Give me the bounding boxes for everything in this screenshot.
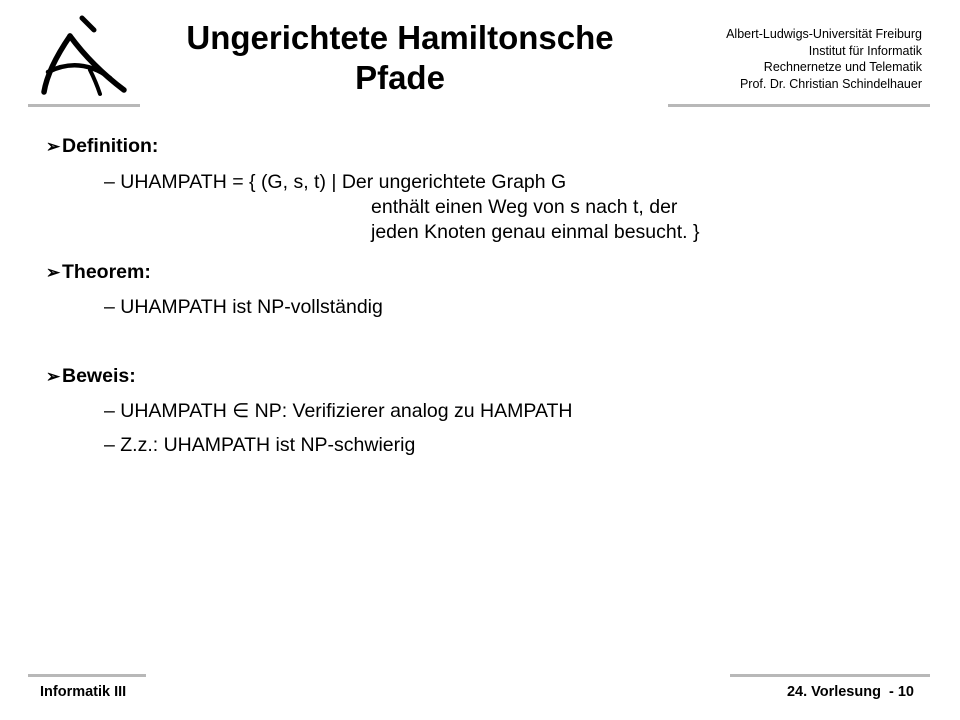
footer-rule-left — [28, 674, 146, 677]
definition-line-2: enthält einen Weg von s nach t, der — [371, 196, 678, 218]
affiliation-group: Rechnernetze und Telematik — [763, 60, 922, 74]
affiliation-university: Albert-Ludwigs-Universität Freiburg — [726, 27, 922, 41]
proof-line-1: – UHAMPATH ∈ NP: Verifizierer analog zu HAMPATH — [104, 400, 573, 422]
slide-title — [150, 18, 650, 98]
slide-title-line-2: Pfade — [355, 59, 445, 96]
bullet-arrow-icon: ➢ — [46, 367, 61, 386]
slide-title-line-1: Ungerichtete Hamiltonsche — [186, 19, 614, 56]
university-logo-icon — [30, 8, 140, 108]
affiliation-institute: Institut für Informatik — [808, 43, 922, 58]
bullet-arrow-icon: ➢ — [46, 137, 61, 156]
proof-line-2: – Z.z.: UHAMPATH ist NP-schwierig — [104, 434, 416, 456]
definition-heading-text: Definition: — [62, 135, 159, 157]
footer-course: Informatik III — [40, 684, 127, 700]
proof-heading-text: Beweis: — [62, 365, 136, 387]
definition-line-1: – UHAMPATH = { (G, s, t) | Der ungerichtete Graph G — [104, 171, 567, 193]
theorem-heading-text: Theorem: — [62, 261, 151, 283]
definition-heading — [46, 134, 158, 159]
header-rule-right — [668, 104, 930, 107]
theorem-heading — [46, 260, 151, 285]
affiliation-block — [726, 26, 922, 92]
footer-page-number: 24. Vorlesung - 10 — [786, 684, 914, 700]
affiliation-professor: Prof. Dr. Christian Schindelhauer — [739, 76, 922, 91]
header-rule-left — [28, 104, 140, 107]
theorem-line-1: – UHAMPATH ist NP-vollständig — [104, 296, 383, 318]
footer-rule-right — [730, 674, 930, 677]
definition-line-3: jeden Knoten genau einmal besucht. } — [371, 221, 700, 243]
bullet-arrow-icon: ➢ — [46, 263, 61, 282]
proof-heading — [46, 364, 136, 389]
